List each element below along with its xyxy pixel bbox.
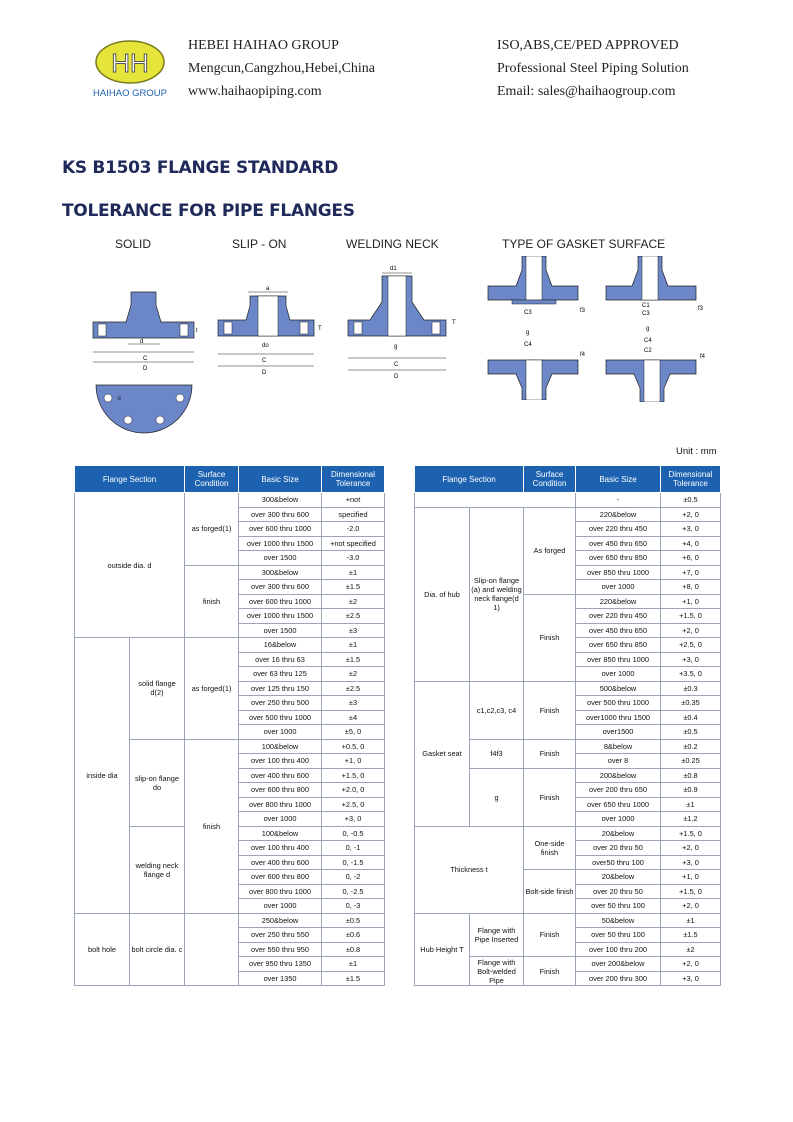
tol-cell: ±3 [322,696,385,711]
tol-cell: ±1.5 [322,580,385,595]
size-cell: over 1000 [239,725,322,740]
tol-cell: ±1.2 [661,812,721,827]
size-cell: - [576,493,661,508]
tol-cell: +1.5, 0 [661,884,721,899]
size-cell: over 1350 [239,971,322,986]
table-header-row [415,466,721,493]
tol-cell: ±2 [661,942,721,957]
tol-cell: ±0.35 [661,696,721,711]
dim-hub-t-label-2: T [452,320,456,326]
dim-c3-label: C3 [524,310,532,316]
dim-d-outer-label-2: D [262,370,267,376]
company-website[interactable]: www.haihaopiping.com [188,84,322,99]
size-cell: 8&below [576,739,661,754]
sub-f-dims: f4f3 [470,739,524,768]
dim-f4-label-2: f4 [700,354,706,360]
size-cell: 250&below [239,913,322,928]
dim-d-outer-label-3: D [394,374,399,380]
table-row [415,493,721,508]
tol-cell: +6, 0 [661,551,721,566]
sub-slip-wn-flange: Slip-on flange (a) and welding neck flange(d 1) [470,507,524,681]
surface-finish-r: Finish [524,594,576,681]
dim-hub-t-label: T [318,326,322,332]
size-cell: over 450 thru 650 [576,536,661,551]
size-cell: over 850 thru 1000 [576,652,661,667]
size-cell: 300&below [239,493,322,508]
tol-cell: +1, 0 [322,754,385,769]
size-cell: over1000 thru 1500 [576,710,661,725]
tol-cell: specified [322,507,385,522]
tol-cell: +not specified [322,536,385,551]
size-cell: over 1000 [239,899,322,914]
tol-cell: +3, 0 [661,652,721,667]
table-row [415,507,721,522]
size-cell: over 100 thru 400 [239,754,322,769]
row-blank [415,493,576,508]
tol-cell: +4, 0 [661,536,721,551]
tol-cell: +1, 0 [661,870,721,885]
welding-neck-flange-diagram [342,262,460,380]
tol-cell: +1, 0 [661,594,721,609]
size-cell: over 400 thru 600 [239,855,322,870]
dim-f3-label: f3 [580,308,586,314]
size-cell: over 600 thru 1000 [239,522,322,537]
tol-cell: +3, 0 [661,971,721,986]
surface-finish-r2: Finish [524,681,576,739]
size-cell: 500&below [576,681,661,696]
company-name: HEBEI HAIHAO GROUP [188,38,339,53]
page-subtitle: TOLERANCE FOR PIPE FLANGES [62,201,355,221]
size-cell: over 300 thru 600 [239,507,322,522]
tol-cell: ±0.4 [661,710,721,725]
sub-g-dim: g [470,768,524,826]
company-credentials [497,34,689,103]
size-cell: 200&below [576,768,661,783]
tol-cell: ±1 [661,913,721,928]
size-cell: over 50 thru 100 [576,928,661,943]
size-cell: over 200 thru 650 [576,783,661,798]
size-cell: 300&below [239,565,322,580]
surface-empty [185,913,239,986]
group-gasket-seat: Gasket seat [415,681,470,826]
tol-cell: -2.0 [322,522,385,537]
size-cell: 220&below [576,594,661,609]
company-email[interactable]: Email: sales@haihaogroup.com [497,84,676,99]
table-header-row [75,466,385,493]
group-bolt-hole: bolt hole [75,913,130,986]
gasket-surface-raised-face-diagram [486,256,594,320]
tol-cell: +3, 0 [322,812,385,827]
sub-bolt-welded-pipe: Flange with Bolt-welded Pipe [470,957,524,986]
tol-cell: +1.5, 0 [322,768,385,783]
size-cell: over 650 thru 850 [576,551,661,566]
size-cell: over 200 thru 300 [576,971,661,986]
surface-as-forged-2: as forged(1) [185,638,239,740]
tol-cell: 0, -2.5 [322,884,385,899]
tol-cell: ±2.5 [322,681,385,696]
size-cell: over 950 thru 1350 [239,957,322,972]
tol-cell: ±5, 0 [322,725,385,740]
dim-a-label: a [266,286,270,292]
size-cell: 220&below [576,507,661,522]
size-cell: over 600 thru 1000 [239,594,322,609]
tol-cell: ±0.3 [661,681,721,696]
tol-cell: ±0.5 [661,725,721,740]
tol-cell: ±2.5 [322,609,385,624]
size-cell: 50&below [576,913,661,928]
dim-c4-label: C4 [524,342,532,348]
tol-cell: +2.5, 0 [661,638,721,653]
logo-caption: HAIHAO GROUP [93,88,167,99]
header-surface-condition-r: Surface Condition [524,466,576,493]
dim-c-label-3: C [394,362,399,368]
size-cell: over 200&below [576,957,661,972]
caption-gasket-surface: TYPE OF GASKET SURFACE [502,237,666,251]
gasket-surface-groove-diagram [604,320,712,402]
tol-cell: +0.5, 0 [322,739,385,754]
header-flange-section: Flange Section [75,466,185,493]
size-cell: over 450 thru 650 [576,623,661,638]
size-cell: over 220 thru 450 [576,522,661,537]
tol-cell: 0, -1 [322,841,385,856]
size-cell: over 1000 [576,667,661,682]
tol-cell: +1.5, 0 [661,609,721,624]
size-cell: over 100 thru 400 [239,841,322,856]
dim-c4-label-2: C4 [644,338,652,344]
size-cell: over 1000 thru 1500 [239,609,322,624]
gasket-surface-male-diagram [604,256,712,320]
size-cell: over 600 thru 800 [239,783,322,798]
surface-finish-r4: Finish [524,768,576,826]
surface-finish: finish [185,565,239,638]
tol-cell: +2, 0 [661,507,721,522]
size-cell: 20&below [576,870,661,885]
dim-d-outer-label: D [143,366,148,372]
header-flange-section-r: Flange Section [415,466,524,493]
table-row [75,493,385,508]
tol-cell: ±1.5 [661,928,721,943]
size-cell: over 1000 [576,580,661,595]
size-cell: over 1500 [239,551,322,566]
table-row [415,681,721,696]
size-cell: over 1000 [239,812,322,827]
surface-as-forged: as forged(1) [185,493,239,566]
dim-f3-label-2: f3 [698,306,704,312]
table-row [415,826,721,841]
size-cell: 16&below [239,638,322,653]
size-cell: over 50 thru 100 [576,899,661,914]
tol-cell: +8, 0 [661,580,721,595]
tol-cell: +1.5, 0 [661,826,721,841]
surface-finish-r6: Finish [524,957,576,986]
size-cell: over 650 thru 850 [576,638,661,653]
dim-c2-label: C2 [644,348,652,354]
tol-cell: -3.0 [322,551,385,566]
caption-welding-neck: WELDING NECK [346,237,439,251]
dim-d-label: d [140,339,144,345]
right-tolerance-table [414,465,721,986]
tol-cell: ±2 [322,667,385,682]
size-cell: over 16 thru 63 [239,652,322,667]
tol-cell: ±0.8 [661,768,721,783]
tol-cell: ±3 [322,623,385,638]
group-outside-dia: outside dia. d [75,493,185,638]
tagline: Professional Steel Piping Solution [497,61,689,76]
tol-cell: +3, 0 [661,855,721,870]
size-cell: 100&below [239,826,322,841]
dim-c-label: C [143,356,148,362]
size-cell: over 8 [576,754,661,769]
dim-bolt-circle-label: c [118,396,121,402]
tol-cell: +3, 0 [661,522,721,537]
table-row [75,913,385,928]
table-row [75,638,385,653]
header-tolerance: Dimensional Tolerance [322,466,385,493]
tol-cell: 0, -2 [322,870,385,885]
size-cell: over 1000 [576,812,661,827]
size-cell: over 250 thru 500 [239,696,322,711]
gasket-surface-tongue-diagram [486,326,594,400]
table-row [415,913,721,928]
surface-finish-r5: Finish [524,913,576,957]
size-cell: over 1500 [239,623,322,638]
dim-d1-label: d1 [390,266,397,272]
tol-cell: +2, 0 [661,899,721,914]
size-cell: over 20 thru 50 [576,841,661,856]
sub-bolt-circle: bolt circle dia. c [130,913,185,986]
tol-cell: ±1 [322,957,385,972]
surface-finish-2: finish [185,739,239,913]
tol-cell: ±0.2 [661,739,721,754]
tol-cell: +7, 0 [661,565,721,580]
tol-cell: +2.5, 0 [322,797,385,812]
size-cell: over 250 thru 550 [239,928,322,943]
size-cell: over 800 thru 1000 [239,797,322,812]
tol-cell: ±1 [661,797,721,812]
slip-on-flange-diagram [214,282,324,382]
dim-c1-label: C1 [642,303,650,309]
group-inside-dia: inside dia [75,638,130,914]
surface-finish-r3: Finish [524,739,576,768]
unit-label: Unit : mm [676,446,717,457]
tol-cell: ±0.8 [322,942,385,957]
group-thickness: Thickness t [415,826,524,913]
sub-pipe-inserted: Flange with Pipe Inserted [470,913,524,957]
size-cell: over 850 thru 1000 [576,565,661,580]
tol-cell: ±0.25 [661,754,721,769]
group-dia-of-hub: Dia. of hub [415,507,470,681]
tol-cell: ±1.5 [322,652,385,667]
page-title: KS B1503 FLANGE STANDARD [62,158,339,178]
tol-cell: 0, -1.5 [322,855,385,870]
size-cell: over 500 thru 1000 [239,710,322,725]
logo-mark: HH [111,48,149,78]
size-cell: over 1000 thru 1500 [239,536,322,551]
tol-cell: +2, 0 [661,623,721,638]
tol-cell: 0, -3 [322,899,385,914]
size-cell: 100&below [239,739,322,754]
tol-cell: +2.0, 0 [322,783,385,798]
dim-f4-label: f4 [580,352,586,358]
company-address: Mengcun,Cangzhou,Hebei,China [188,61,376,76]
dim-c3-label-2: C3 [642,311,650,317]
sub-solid-flange: solid flange d(2) [130,638,185,740]
header-basic-size: Basic Size [239,466,322,493]
dim-do-label: do [262,343,269,349]
sub-slip-on-flange: slip-on flange do [130,739,185,826]
caption-solid: SOLID [115,237,152,251]
surface-bolt-side: Bolt-side finish [524,870,576,914]
header-surface-condition: Surface Condition [185,466,239,493]
caption-slip-on: SLIP - ON [232,237,287,251]
company-info [188,34,375,103]
left-tolerance-table [74,465,385,986]
size-cell: over 400 thru 600 [239,768,322,783]
dim-g-label-2: g [526,330,530,336]
sub-c-dims: c1,c2,c3, c4 [470,681,524,739]
size-cell: 20&below [576,826,661,841]
tol-cell: ±1.5 [322,971,385,986]
size-cell: over 550 thru 950 [239,942,322,957]
size-cell: over 220 thru 450 [576,609,661,624]
tol-cell: +not [322,493,385,508]
dim-g-label-3: g [646,326,650,332]
surface-as-forged-r: As forged [524,507,576,594]
tol-cell: ±0.9 [661,783,721,798]
surface-one-side: One-side finish [524,826,576,870]
size-cell: over 300 thru 600 [239,580,322,595]
size-cell: over50 thru 100 [576,855,661,870]
size-cell: over 500 thru 1000 [576,696,661,711]
size-cell: over 600 thru 800 [239,870,322,885]
dim-g-label: g [394,344,398,350]
tol-cell: ±2 [322,594,385,609]
size-cell: over1500 [576,725,661,740]
solid-flange-diagram [88,290,200,450]
tol-cell: +2, 0 [661,957,721,972]
header-tolerance-r: Dimensional Tolerance [661,466,721,493]
size-cell: over 63 thru 125 [239,667,322,682]
header-basic-size-r: Basic Size [576,466,661,493]
tol-cell: ±1 [322,565,385,580]
tol-cell: 0, -0.5 [322,826,385,841]
size-cell: over 100 thru 200 [576,942,661,957]
size-cell: over 650 thru 1000 [576,797,661,812]
tol-cell: ±0.6 [322,928,385,943]
group-hub-height: Hub Height T [415,913,470,986]
size-cell: over 125 thru 150 [239,681,322,696]
sub-welding-neck-flange: welding neck flange d [130,826,185,913]
dim-t-label: t [196,328,198,334]
tol-cell: ±0.5 [322,913,385,928]
tol-cell: +2, 0 [661,841,721,856]
size-cell: over 800 thru 1000 [239,884,322,899]
tol-cell: ±4 [322,710,385,725]
company-logo [85,36,175,102]
tol-cell: ±1 [322,638,385,653]
dim-c-label-2: C [262,358,267,364]
tol-cell: +3.5, 0 [661,667,721,682]
size-cell: over 20 thru 50 [576,884,661,899]
tol-cell: ±0.5 [661,493,721,508]
approvals: ISO,ABS,CE/PED APPROVED [497,38,679,53]
